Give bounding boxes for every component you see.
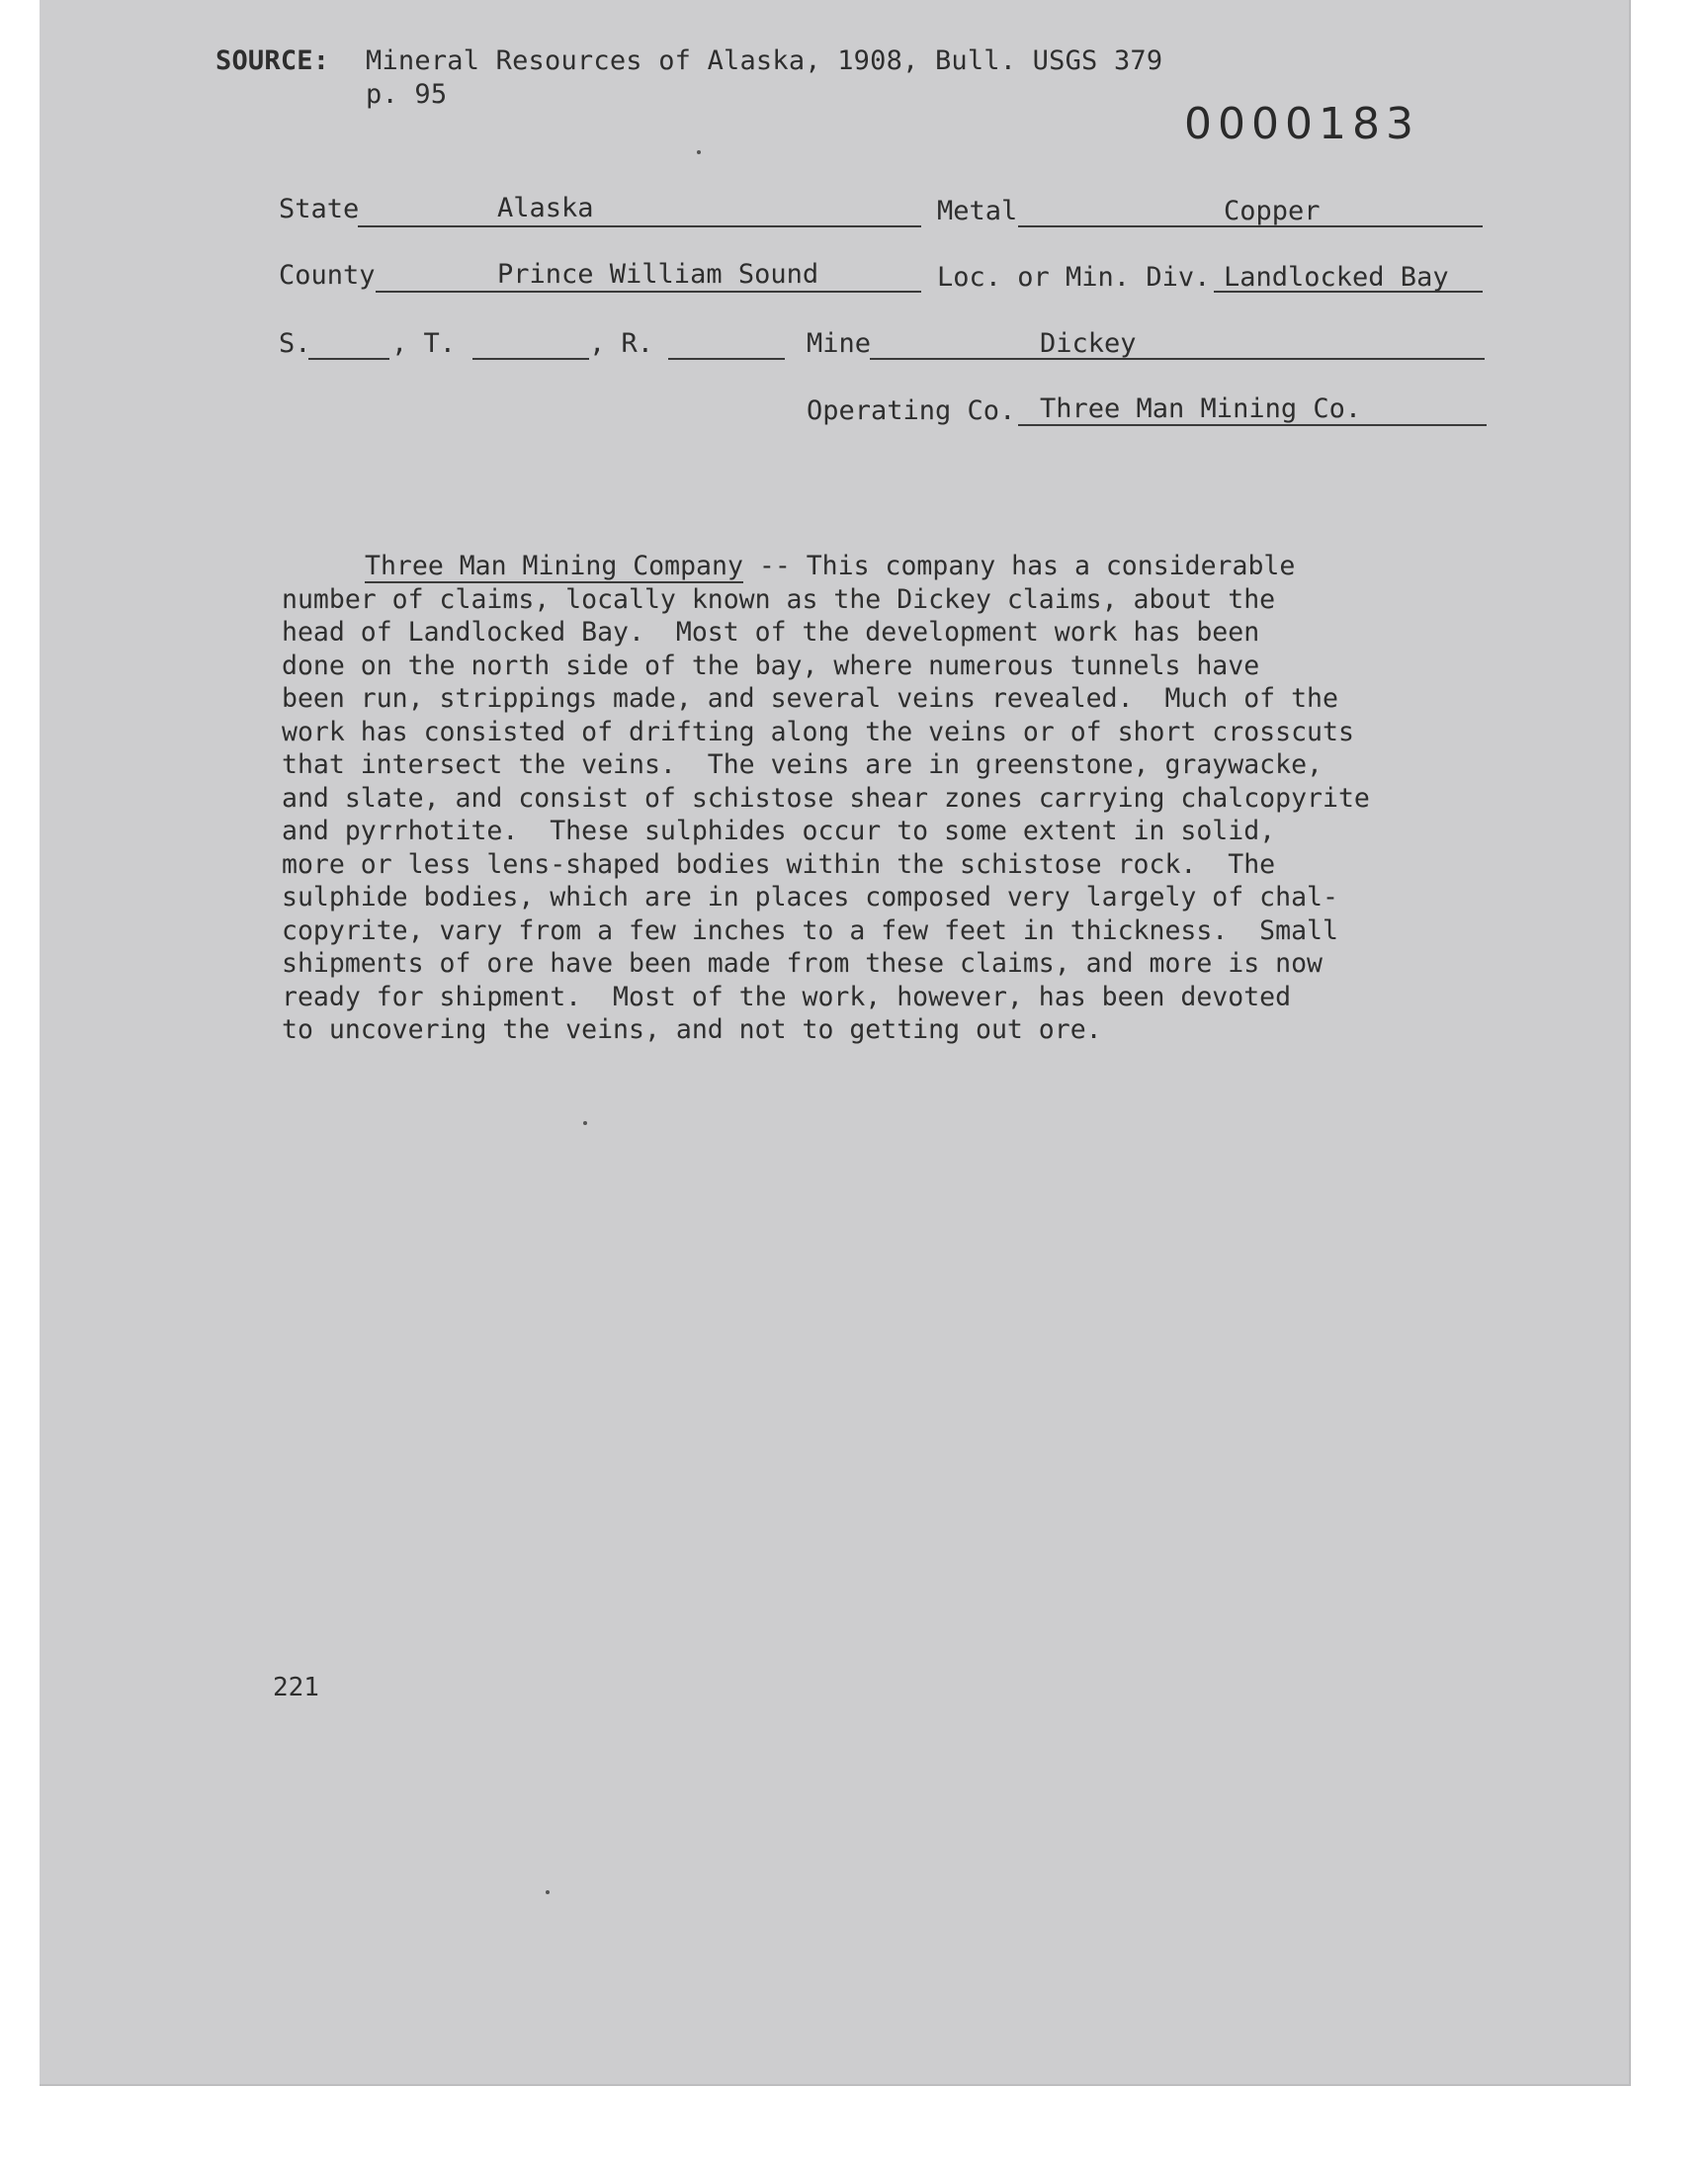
county-underline: [376, 291, 921, 293]
state-value: Alaska: [497, 193, 594, 223]
operating-co-label: Operating Co.: [807, 395, 1016, 426]
description-line-10: more or less lens-shaped bodies within the schistose rock. The: [282, 848, 1276, 880]
description-title: Three Man Mining Company: [365, 551, 743, 581]
county-value: Prince William Sound: [497, 259, 819, 290]
scan-speck: [697, 150, 701, 154]
mine-label: Mine: [807, 328, 872, 359]
operating-co-underline: [1018, 424, 1487, 426]
description-line-6: work has consisted of drifting along the veins or of short crosscuts: [282, 716, 1354, 747]
source-citation: Mineral Resources of Alaska, 1908, Bull. USGS 379: [366, 45, 1163, 76]
location-value: Landlocked Bay: [1224, 262, 1449, 293]
description-line-7: that intersect the veins. The veins are in greenstone, graywacke,: [282, 749, 1323, 780]
description-line-9: and pyrrhotite. These sulphides occur to some extent in solid,: [282, 816, 1276, 846]
description-line-15: to uncovering the veins, and not to getting out ore.: [282, 1014, 1102, 1045]
description-line-1: -- This company has a considerable: [742, 551, 1296, 581]
operating-co-value: Three Man Mining Co.: [1040, 393, 1362, 424]
metal-label: Metal: [937, 196, 1018, 226]
description-line-3: head of Landlocked Bay. Most of the development work has been: [282, 617, 1260, 648]
document-page: [40, 0, 1631, 2086]
range-label: , R.: [589, 328, 654, 359]
description-paragraph: [282, 550, 1497, 1047]
section-label: S.: [279, 328, 311, 359]
mine-underline: [870, 358, 1485, 360]
metal-value: Copper: [1224, 196, 1321, 226]
source-page: p. 95: [366, 79, 448, 110]
page-number: 221: [273, 1673, 319, 1702]
scan-speck: [546, 1890, 550, 1894]
township-label: , T.: [391, 328, 457, 359]
description-line-8: and slate, and consist of schistose shear zones carrying chalcopyrite: [282, 782, 1370, 814]
description-line-14: ready for shipment. Most of the work, however, has been devoted: [282, 981, 1292, 1012]
township-underline: [472, 358, 589, 360]
location-label: Loc. or Min. Div.: [937, 262, 1211, 293]
range-underline: [668, 358, 785, 360]
description-line-12: copyrite, vary from a few inches to a few feet in thickness. Small: [282, 914, 1338, 946]
section-underline: [308, 358, 389, 360]
state-underline: [358, 225, 921, 227]
document-number-stamp: 0000183: [1184, 99, 1419, 149]
county-label: County: [279, 260, 376, 291]
source-label: SOURCE:: [215, 45, 330, 76]
description-line-13: shipments of ore have been made from these claims, and more is now: [282, 948, 1323, 979]
description-line-2: number of claims, locally known as the Dickey claims, about the: [282, 583, 1276, 615]
description-line-11: sulphide bodies, which are in places composed very largely of chal-: [282, 882, 1338, 913]
description-line-4: done on the north side of the bay, where numerous tunnels have: [282, 650, 1260, 681]
state-label: State: [279, 194, 360, 224]
description-line-5: been run, strippings made, and several veins revealed. Much of the: [282, 683, 1338, 714]
mine-value: Dickey: [1040, 328, 1137, 359]
scan-speck: [583, 1121, 587, 1125]
